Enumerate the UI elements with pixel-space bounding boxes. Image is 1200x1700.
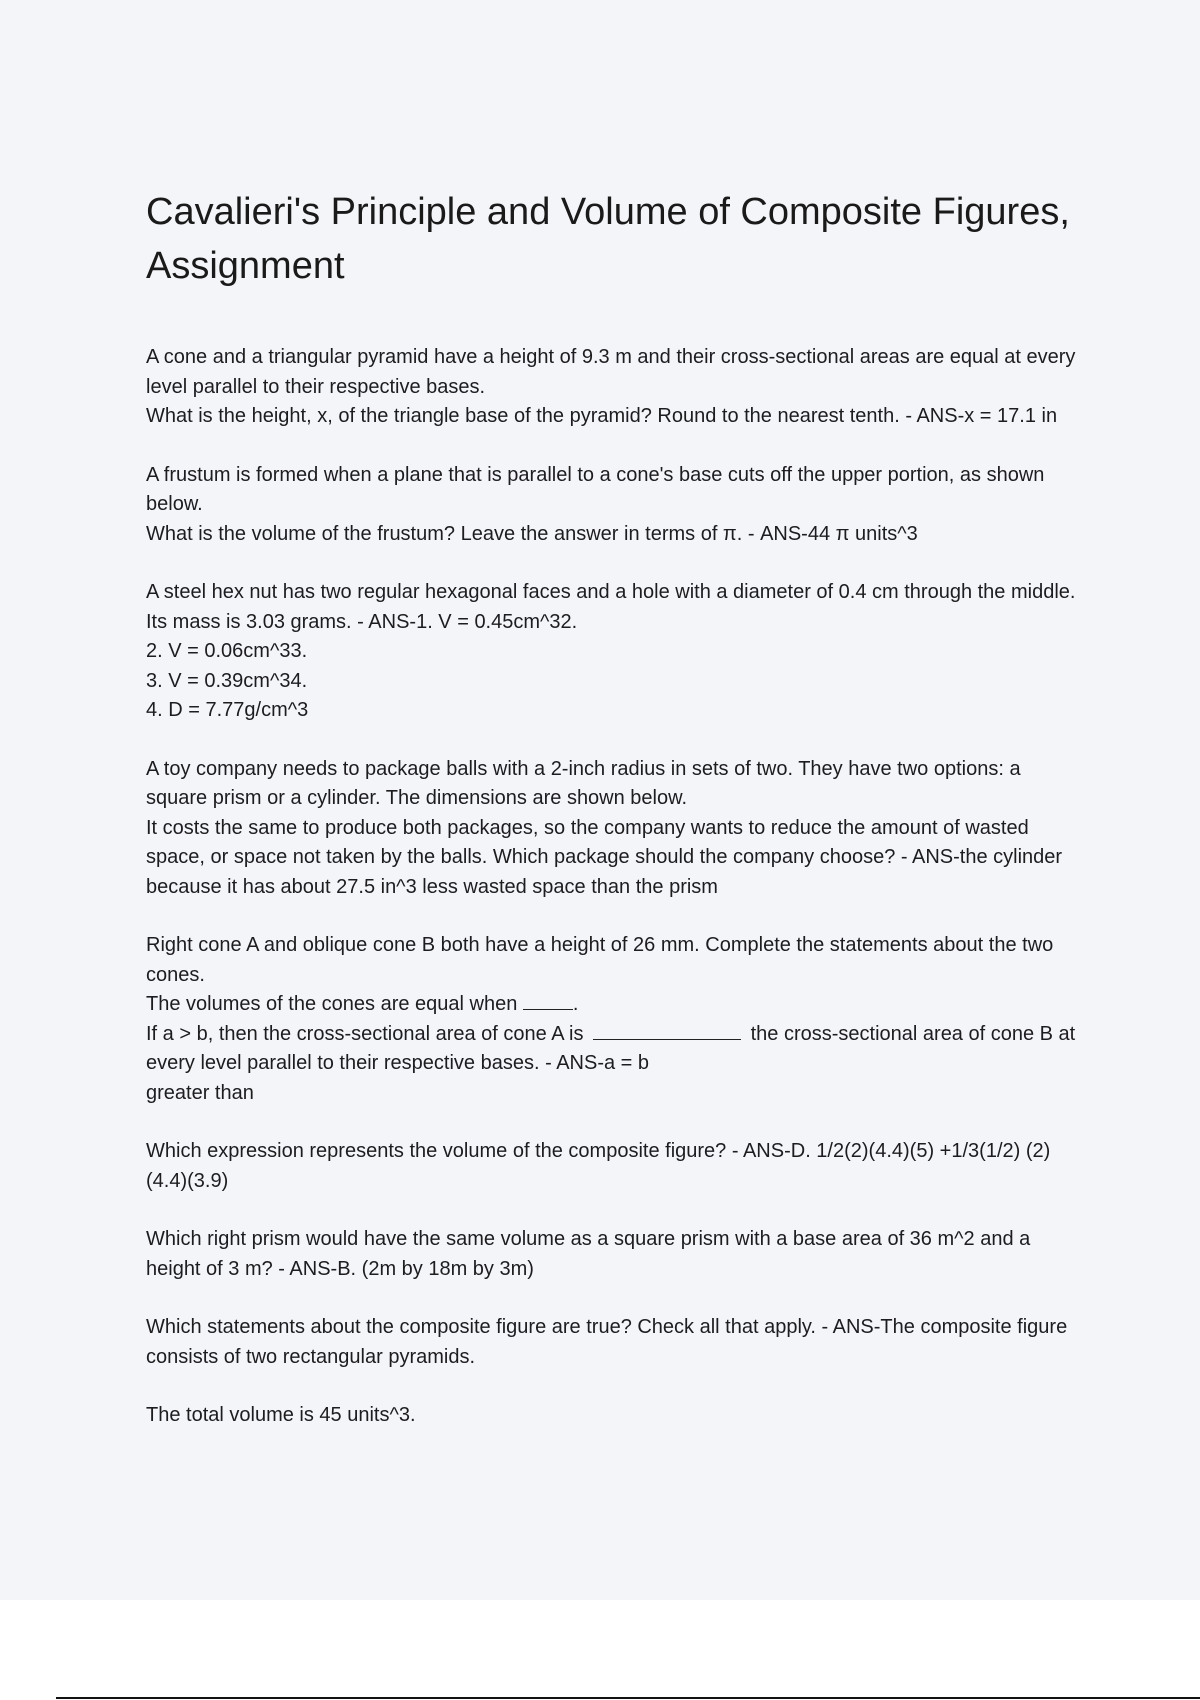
question-text: A toy company needs to package balls with a 2-inch radius in sets of two. They have two options: a square prism or a cylinder. The dimensions are shown below. <box>146 757 1021 809</box>
answer-line: The total volume is 45 units^3. <box>146 1404 416 1426</box>
question-right-prism <box>146 1225 1086 1284</box>
question-cones-height <box>146 931 1086 1108</box>
question-text: Right cone A and oblique cone B both have a height of 26 mm. Complete the statements about the two cones. <box>146 934 1054 986</box>
fill-in-statement <box>146 990 1086 1020</box>
question-answer: It costs the same to produce both packages, so the company wants to reduce the amount of wasted space, or space not taken by the balls. Which package should the company choose? - ANS-the cylinder because it has about 27.5 in^3 less wasted space than the prism <box>146 816 1063 898</box>
document-title: Cavalieri's Principle and Volume of Composite Figures, Assignment <box>146 191 1070 287</box>
answer-line: 2. V = 0.06cm^33. <box>146 640 308 662</box>
document-content <box>146 185 1086 1460</box>
answer-line: 4. D = 7.77g/cm^3 <box>146 699 309 721</box>
statement-text: the cross-sectional area of cone B at every level parallel to their respective bases. - ANS-a = b <box>146 1022 1076 1074</box>
answer-blank <box>593 1021 741 1040</box>
statement-text: The volumes of the cones are equal when <box>146 993 523 1015</box>
question-answer: Which right prism would have the same volume as a square prism with a base area of 36 m^2 and a height of 3 m? - ANS-B. (2m by 18m by 3m) <box>146 1228 1031 1280</box>
question-hex-nut <box>146 578 1086 726</box>
footer-divider <box>56 1697 1200 1699</box>
fill-in-statement <box>146 1020 1086 1079</box>
question-answer: Which expression represents the volume of the composite figure? - ANS-D. 1/2(2)(4.4)(5) +1/3(1/2) (2)(4.4)(3.9) <box>146 1140 1051 1192</box>
question-answer: Which statements about the composite figure are true? Check all that apply. - ANS-The composite figure consists of two rectangular pyramids. <box>146 1316 1068 1368</box>
statement-text: If a > b, then the cross-sectional area of cone A is <box>146 1022 584 1045</box>
answer-line: greater than <box>146 1081 254 1104</box>
statement-text: . <box>572 993 579 1015</box>
question-answer: What is the volume of the frustum? Leave the answer in terms of π. - ANS-44 π units^3 <box>146 522 918 545</box>
question-text: A frustum is formed when a plane that is parallel to a cone's base cuts off the upper portion, as shown below. <box>146 463 1045 515</box>
question-composite-statements <box>146 1313 1086 1372</box>
question-text: A cone and a triangular pyramid have a height of 9.3 m and their cross-sectional areas are equal at every level parallel to their respective bases. <box>146 346 1076 398</box>
question-frustum <box>146 461 1086 550</box>
question-cone-pyramid <box>146 343 1086 432</box>
answer-line: 3. V = 0.39cm^34. <box>146 669 308 692</box>
question-composite-expression <box>146 1137 1086 1196</box>
answer-blank <box>523 991 573 1010</box>
question-toy-package <box>146 755 1086 903</box>
question-text: A steel hex nut has two regular hexagonal faces and a hole with a diameter of 0.4 cm through the middle. Its mass is 3.03 grams. - ANS-1. V = 0.45cm^32. <box>146 581 1076 633</box>
question-answer: What is the height, x, of the triangle base of the pyramid? Round to the nearest tenth. - ANS-x = 17.1 in <box>146 405 1058 427</box>
total-volume-statement <box>146 1401 1086 1431</box>
